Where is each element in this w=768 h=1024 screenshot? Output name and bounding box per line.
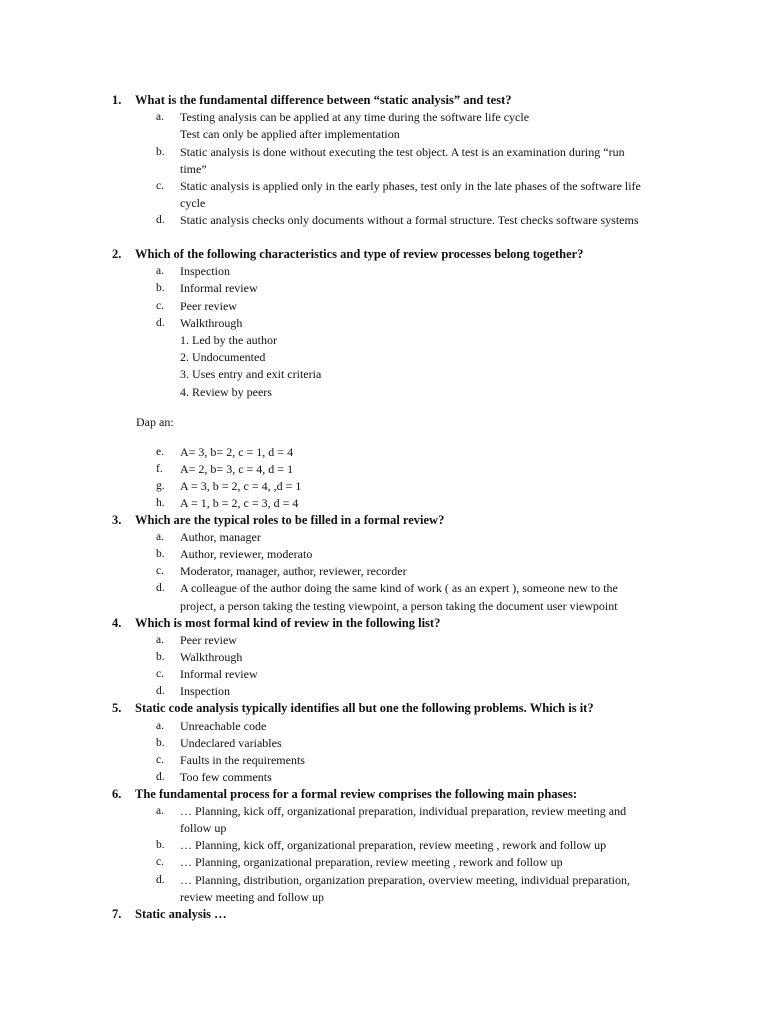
option-letter: c. <box>156 668 164 680</box>
option-letter: c. <box>156 180 164 192</box>
option-text: A= 3, b= 2, c = 1, d = 4 <box>180 445 294 459</box>
option-text: Undeclared variables <box>180 736 282 750</box>
option-text: Too few comments <box>180 770 272 784</box>
option-text: cycle <box>180 196 206 210</box>
option-text: Test can only be applied after implementation <box>180 127 400 141</box>
option-letter: b. <box>156 146 165 158</box>
option-letter: a. <box>156 531 164 543</box>
question-6 <box>112 786 577 803</box>
question-number: 7. <box>112 907 122 921</box>
option-letter: a. <box>156 111 164 123</box>
option-letter: d. <box>156 214 165 226</box>
option-text: A= 2, b= 3, c = 4, d = 1 <box>180 462 294 476</box>
option-text: 1. Led by the author <box>180 333 277 347</box>
option-text: Informal review <box>180 281 258 295</box>
option-text: A colleague of the author doing the same kind of work ( as an expert ), someone new to the <box>180 581 618 595</box>
answer-label: Dap an: <box>136 415 174 429</box>
question-number: 4. <box>112 616 122 630</box>
option-text: Peer review <box>180 299 237 313</box>
question-5 <box>112 700 594 717</box>
option-text: … Planning, kick off, organizational preparation, individual preparation, review meeting and <box>180 804 627 818</box>
option-text: … Planning, distribution, organization preparation, overview meeting, individual preparation, <box>180 873 631 887</box>
option-text: Author, manager <box>180 530 261 544</box>
option-letter: d. <box>156 685 165 697</box>
option-letter: c. <box>156 300 164 312</box>
option-letter: c. <box>156 856 164 868</box>
option-letter: b. <box>156 548 165 560</box>
option-letter: e. <box>156 446 164 458</box>
option-text: Unreachable code <box>180 719 267 733</box>
question-2 <box>112 246 583 263</box>
option-text: Static analysis is done without executing the test object. A test is an examination during “run <box>180 145 625 159</box>
question-3 <box>112 512 444 529</box>
option-letter: d. <box>156 874 165 886</box>
question-4 <box>112 615 440 632</box>
question-text: Static analysis … <box>135 907 227 921</box>
option-text: project, a person taking the testing viewpoint, a person taking the document user viewpoint <box>180 599 618 613</box>
option-text: Walkthrough <box>180 316 243 330</box>
option-letter: b. <box>156 651 165 663</box>
option-letter: d. <box>156 771 165 783</box>
option-letter: g. <box>156 480 165 492</box>
option-letter: b. <box>156 282 165 294</box>
question-7 <box>112 906 227 923</box>
option-text: Informal review <box>180 667 258 681</box>
option-text: 4. Review by peers <box>180 385 272 399</box>
question-text: Which of the following characteristics and type of review processes belong together? <box>135 247 584 261</box>
option-text: Walkthrough <box>180 650 243 664</box>
option-text: Testing analysis can be applied at any time during the software life cycle <box>180 110 530 124</box>
option-text: Inspection <box>180 684 230 698</box>
option-text: … Planning, kick off, organizational preparation, review meeting , rework and follow up <box>180 838 607 852</box>
option-letter: d. <box>156 582 165 594</box>
option-text: Moderator, manager, author, reviewer, recorder <box>180 564 407 578</box>
option-letter: h. <box>156 497 165 509</box>
option-letter: f. <box>156 463 163 475</box>
question-text: Static code analysis typically identifies all but one the following problems. Which is it? <box>135 701 594 715</box>
question-text: What is the fundamental difference between “static analysis” and test? <box>135 93 512 107</box>
option-letter: b. <box>156 737 165 749</box>
option-letter: a. <box>156 805 164 817</box>
option-letter: c. <box>156 754 164 766</box>
option-text: review meeting and follow up <box>180 890 324 904</box>
question-number: 1. <box>112 93 122 107</box>
option-text: 3. Uses entry and exit criteria <box>180 367 322 381</box>
option-text: time” <box>180 162 207 176</box>
question-number: 2. <box>112 247 122 261</box>
question-1 <box>112 92 512 109</box>
question-text: The fundamental process for a formal review comprises the following main phases: <box>135 787 577 801</box>
option-text: A = 3, b = 2, c = 4, ,d = 1 <box>180 479 302 493</box>
question-number: 6. <box>112 787 122 801</box>
option-text: Faults in the requirements <box>180 753 305 767</box>
option-text: Static analysis is applied only in the early phases, test only in the late phases of the software life <box>180 179 641 193</box>
option-letter: a. <box>156 265 164 277</box>
option-text: Static analysis checks only documents without a formal structure. Test checks software systems <box>180 213 639 227</box>
option-text: … Planning, organizational preparation, review meeting , rework and follow up <box>180 855 563 869</box>
option-letter: d. <box>156 317 165 329</box>
question-text: Which is most formal kind of review in the following list? <box>135 616 441 630</box>
option-text: Author, reviewer, moderato <box>180 547 313 561</box>
option-letter: a. <box>156 634 164 646</box>
option-letter: a. <box>156 720 164 732</box>
option-letter: b. <box>156 839 165 851</box>
option-text: follow up <box>180 821 227 835</box>
option-text: Peer review <box>180 633 237 647</box>
option-text: Inspection <box>180 264 230 278</box>
option-text: 2. Undocumented <box>180 350 266 364</box>
option-letter: c. <box>156 565 164 577</box>
option-text: A = 1, b = 2, c = 3, d = 4 <box>180 496 299 510</box>
question-number: 5. <box>112 701 122 715</box>
question-number: 3. <box>112 513 122 527</box>
question-text: Which are the typical roles to be filled in a formal review? <box>135 513 445 527</box>
